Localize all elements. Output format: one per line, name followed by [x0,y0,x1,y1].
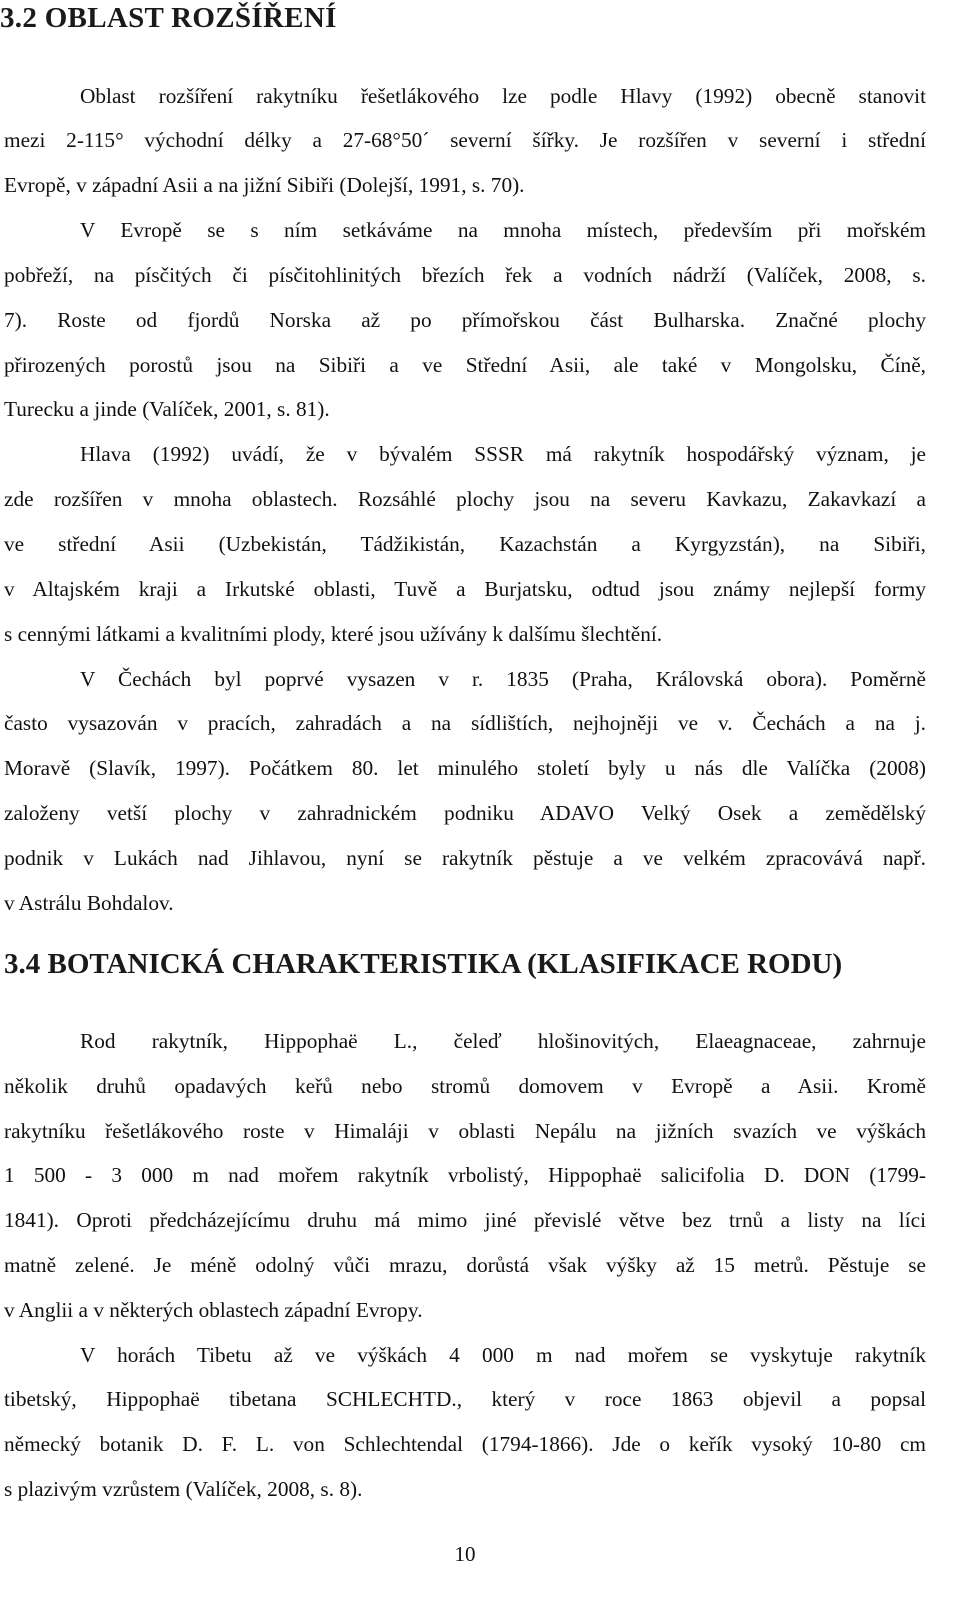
paragraph-line: Turecku a jinde (Valíček, 2001, s. 81). [4,397,330,421]
paragraph-line: mezi 2-115° východní délky a 27-68°50´ severní šířky. Je rozšířen v severní i střední [4,128,926,152]
paragraph-line: rakytníku řešetlákového roste v Himaláji v oblasti Nepálu na jižních svazích ve výškách [4,1119,926,1143]
paragraph-line: v Astrálu Bohdalov. [4,891,174,915]
paragraph-line: zde rozšířen v mnoha oblastech. Rozsáhlé plochy jsou na severu Kavkazu, Zakavkazí a [4,487,926,511]
section-heading-botanicka: 3.4 BOTANICKÁ CHARAKTERISTIKA (KLASIFIKACE RODU) [4,948,843,980]
paragraph-line: několik druhů opadavých keřů nebo stromů domovem v Evropě a Asii. Kromě [4,1074,926,1098]
paragraph-line: s cennými látkami a kvalitními plody, které jsou užívány k dalšímu šlechtění. [4,622,663,646]
paragraph-line: 1841). Oproti předcházejícímu druhu má mimo jiné převislé větve bez trnů a listy na líci [4,1208,926,1232]
paragraph-line: 1 500 - 3 000 m nad mořem rakytník vrbolistý, Hippophaë salicifolia D. DON (1799- [4,1163,926,1187]
paragraph-line: Evropě, v západní Asii a na jižní Sibiři (Dolejší, 1991, s. 70). [4,173,525,197]
paragraph-line: založeny vetší plochy v zahradnickém podniku ADAVO Velký Osek a zemědělský [4,801,926,825]
paragraph-line: podnik v Lukách nad Jihlavou, nyní se rakytník pěstuje a ve velkém zpracovává např. [4,846,926,870]
section-heading-oblast: 3.2 OBLAST ROZŠÍŘENÍ [0,2,337,34]
paragraph-line: V Evropě se s ním setkáváme na mnoha místech, především při mořském [80,218,926,242]
paragraph-line: 7). Roste od fjordů Norska až po přímořskou část Bulharska. Značné plochy [4,308,926,332]
paragraph-line: často vysazován v pracích, zahradách a na sídlištích, nejhojněji ve v. Čechách a na j. [4,711,926,735]
paragraph-line: Moravě (Slavík, 1997). Počátkem 80. let minulého století byly u nás dle Valíčka (2008) [4,756,926,780]
paragraph-line: pobřeží, na písčitých či písčitohlinitých březích řek a vodních nádrží (Valíček, 2008, s. [4,263,926,287]
paragraph-line: s plazivým vzrůstem (Valíček, 2008, s. 8). [4,1477,363,1501]
paragraph-line: v Anglii a v některých oblastech západní Evropy. [4,1298,423,1322]
paragraph-line: matně zelené. Je méně odolný vůči mrazu, dorůstá však výšky až 15 metrů. Pěstuje se [4,1253,926,1277]
paragraph-line: tibetský, Hippophaë tibetana SCHLECHTD., který v roce 1863 objevil a popsal [4,1387,926,1411]
paragraph-line: v Altajském kraji a Irkutské oblasti, Tuvě a Burjatsku, odtud jsou známy nejlepší formy [4,577,926,601]
page-number: 10 [454,1542,476,1566]
paragraph-line: přirozených porostů jsou na Sibiři a ve Střední Asii, ale také v Mongolsku, Číně, [4,353,926,377]
paragraph-line: německý botanik D. F. L. von Schlechtendal (1794-1866). Jde o keřík vysoký 10-80 cm [4,1432,926,1456]
paragraph-line: ve střední Asii (Uzbekistán, Tádžikistán, Kazachstán a Kyrgyzstán), na Sibiři, [4,532,926,556]
paragraph-line: V Čechách byl poprvé vysazen v r. 1835 (Praha, Královská obora). Poměrně [80,667,926,691]
paragraph-line: V horách Tibetu až ve výškách 4 000 m nad mořem se vyskytuje rakytník [80,1343,926,1367]
paragraph-line: Hlava (1992) uvádí, že v bývalém SSSR má rakytník hospodářský význam, je [80,442,926,466]
paragraph-line: Rod rakytník, Hippophaë L., čeleď hlošinovitých, Elaeagnaceae, zahrnuje [80,1029,926,1053]
paragraph-line: Oblast rozšíření rakytníku řešetlákového lze podle Hlavy (1992) obecně stanovit [80,84,926,108]
